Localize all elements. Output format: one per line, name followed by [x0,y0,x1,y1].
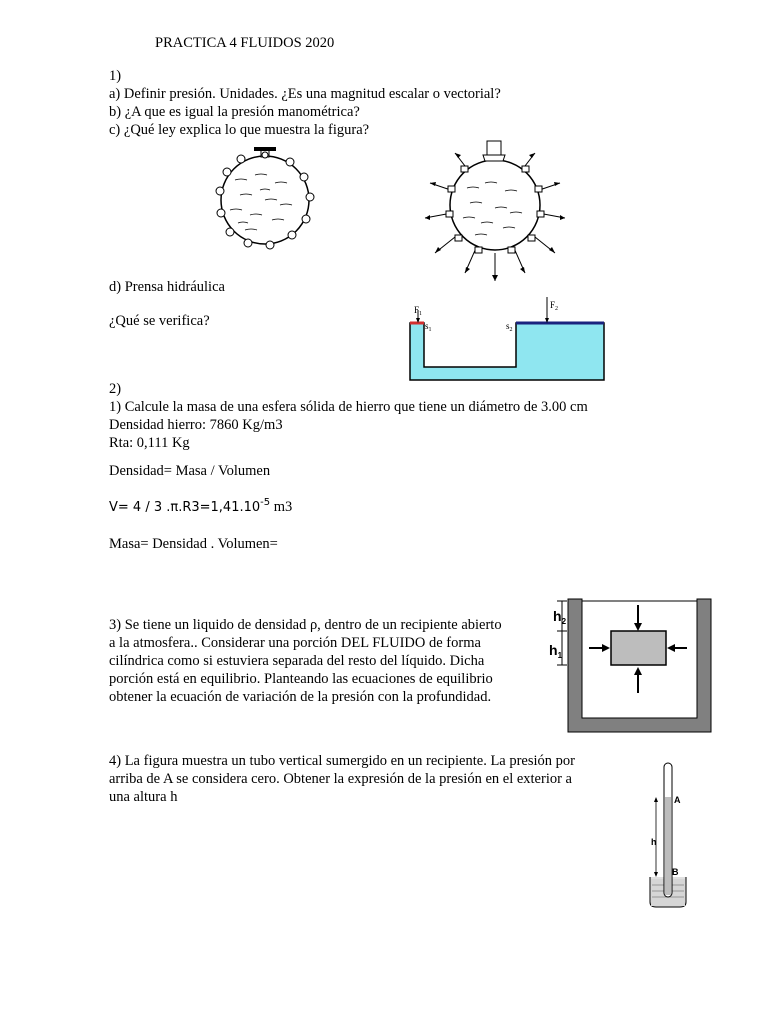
question-2-density: Densidad hierro: 7860 Kg/m3 [109,417,283,433]
formula-density: Densidad= Masa / Volumen [109,463,271,479]
question-3-line: porción está en equilibrio. Planteando las ecuaciones de equilibrio [109,671,493,687]
question-3-line: a la atmosfera.. Considerar una porción DEL FLUIDO de forma [109,635,481,651]
label-f2: $F_2$ [550,300,559,312]
question-1a: a) Definir presión. Unidades. ¿Es una magnitud escalar o vectorial? [109,86,501,102]
question-4-line: arriba de A se considera cero. Obtener la expresión de la presión en el exterior a [109,771,572,787]
question-1c: c) ¿Qué ley explica lo que muestra la figura? [109,122,370,138]
sphere-pistons-figure [210,145,350,255]
question-1d: d) Prensa hidráulica [109,279,225,295]
question-2 [109,380,588,452]
question-4-line: una altura h [109,789,178,805]
label-h2: $h_2$ [553,608,567,626]
formula-volume-exponent: -5 [260,497,271,508]
question-4-line: 4) La figura muestra un tubo vertical sumergido en un recipiente. La presión por [109,753,575,769]
question-2-answer: Rta: 0,111 Kg [109,435,190,451]
label-s1: $s_1$ [425,321,432,333]
question-2-statement: 1) Calcule la masa de una esfera sólida de hierro que tiene un diámetro de 3.00 cm [109,399,588,415]
sphere-jets-figure [415,133,585,283]
page-title: PRACTICA 4 FLUIDOS 2020 [155,35,335,51]
label-f1: $F_1$ [414,305,423,317]
fluid-portion [611,631,666,665]
question-3 [109,616,502,706]
formula-volume-unit: m3 [270,499,293,515]
label-h1: $h_1$ [549,642,563,660]
formula-mass: Masa= Densidad . Volumen= [109,536,278,552]
hydraulic-press-figure [408,292,608,382]
question-4 [109,752,575,806]
label-a: A [674,795,681,805]
fluid-element-figure [545,593,720,733]
question-1b: b) ¿A que es igual la presión manométrica? [109,104,360,120]
question-3-line: obtener la ecuación de variación de la presión con la profundidad. [109,689,492,705]
question-3-line: 3) Se tiene un liquido de densidad ρ, dentro de un recipiente abierto [109,617,502,633]
question-2-number: 2) [109,381,122,397]
label-h: h [651,837,657,847]
formula-volume [109,499,292,516]
submerged-tube-figure [642,757,702,912]
label-s2: $s_2$ [506,321,513,333]
question-3-line: cilíndrica como si estuviera separada del resto del líquido. Dicha [109,653,485,669]
question-1-number: 1) [109,68,122,84]
label-b: B [672,867,679,877]
question-1 [109,67,501,139]
formula-volume-main: V= 4 / 3 .π.R3=1,41.10 [109,500,261,515]
question-1d-prompt: ¿Qué se verifica? [109,313,210,329]
